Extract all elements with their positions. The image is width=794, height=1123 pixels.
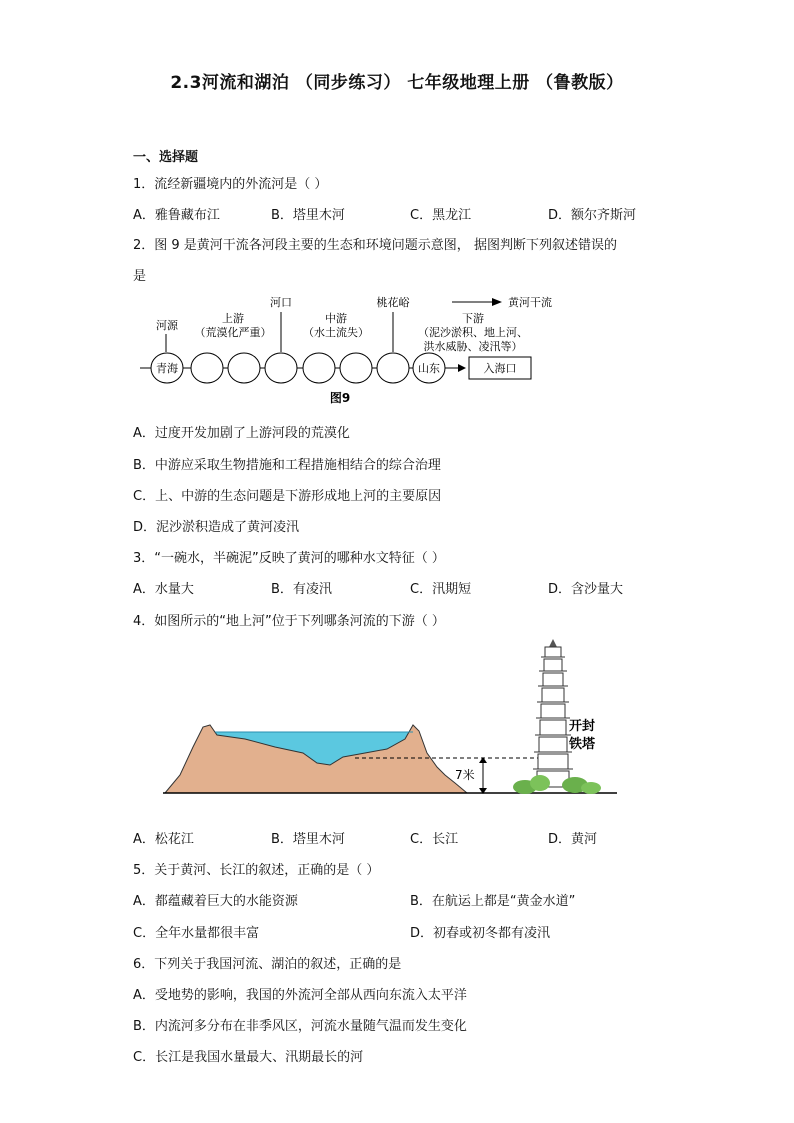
q4-option-b[interactable]: B．塔里木河 bbox=[271, 832, 345, 847]
q6-option-a[interactable]: A．受地势的影响，我国的外流河全部从西向东流入太平洋 bbox=[133, 988, 467, 1003]
upper-note: （荒漠化严重） bbox=[194, 326, 272, 339]
question-2-stem: 2．图 9 是黄河干流各河段主要的生态和环境问题示意图， 据图判断下列叙述错误的 bbox=[133, 238, 617, 253]
middle-title: 中游 bbox=[325, 312, 347, 325]
tower-label-2: 铁塔 bbox=[569, 737, 596, 752]
sea-mouth-label: 入海口 bbox=[483, 362, 517, 375]
lower-note-2: 洪水威胁、凌汛等） bbox=[423, 340, 523, 353]
section-heading: 一、选择题 bbox=[133, 150, 199, 165]
upper-title: 上游 bbox=[222, 312, 244, 325]
pagoda-icon bbox=[533, 639, 573, 787]
question-4-stem: 4．如图所示的“地上河”位于下列哪条河流的下游（ ） bbox=[133, 614, 445, 629]
q4-option-d[interactable]: D．黄河 bbox=[548, 832, 598, 847]
question-5-stem: 5．关于黄河、长江的叙述，正确的是（ ） bbox=[133, 863, 380, 878]
q5-option-b[interactable]: B．在航运上都是“黄金水道” bbox=[410, 894, 576, 909]
q3-option-a[interactable]: A．水量大 bbox=[133, 582, 194, 597]
question-2-stem-cont: 是 bbox=[133, 269, 147, 284]
q3-option-b[interactable]: B．有凌汛 bbox=[271, 582, 332, 597]
q5-option-d[interactable]: D．初春或初冬都有凌汛 bbox=[410, 926, 551, 941]
q1-option-a[interactable]: A．雅鲁藏布江 bbox=[133, 208, 220, 223]
q1-option-b[interactable]: B．塔里木河 bbox=[271, 208, 345, 223]
q3-option-d[interactable]: D．含沙量大 bbox=[548, 582, 624, 597]
legend-label: 黄河干流 bbox=[508, 296, 552, 309]
q2-option-d[interactable]: D．泥沙淤积造成了黄河凌汛 bbox=[133, 520, 300, 535]
q4-option-c[interactable]: C．长江 bbox=[410, 832, 459, 847]
q5-option-a[interactable]: A．都蕴藏着巨大的水能资源 bbox=[133, 894, 298, 909]
lower-note-1: （泥沙淤积、地上河、 bbox=[418, 326, 528, 339]
q4-option-a[interactable]: A．松花江 bbox=[133, 832, 194, 847]
q5-option-c[interactable]: C．全年水量都很丰富 bbox=[133, 926, 260, 941]
q1-option-c[interactable]: C．黑龙江 bbox=[410, 208, 472, 223]
shandong-label: 山东 bbox=[418, 362, 440, 375]
above-ground-river-diagram bbox=[155, 635, 625, 800]
middle-note: （水土流失） bbox=[303, 326, 369, 339]
q2-option-b[interactable]: B．中游应采取生物措施和工程措施相结合的综合治理 bbox=[133, 458, 441, 473]
q3-option-c[interactable]: C．汛期短 bbox=[410, 582, 472, 597]
question-1-stem: 1．流经新疆境内的外流河是（ ） bbox=[133, 177, 328, 192]
taohuayu-label: 桃花峪 bbox=[376, 296, 410, 309]
lower-title: 下游 bbox=[462, 312, 484, 325]
yellow-river-diagram bbox=[130, 290, 570, 410]
q2-option-a[interactable]: A．过度开发加剧了上游河段的荒漠化 bbox=[133, 426, 350, 441]
height-label: 7米 bbox=[455, 768, 475, 782]
question-6-stem: 6．下列关于我国河流、湖泊的叙述，正确的是 bbox=[133, 957, 402, 972]
hekou-label: 河口 bbox=[270, 296, 292, 309]
page-title: 2.3河流和湖泊 （同步练习） 七年级地理上册 （鲁教版） bbox=[170, 73, 624, 93]
tower-label-1: 开封 bbox=[569, 719, 596, 734]
q2-option-c[interactable]: C．上、中游的生态问题是下游形成地上河的主要原因 bbox=[133, 489, 442, 504]
q1-option-d[interactable]: D．额尔齐斯河 bbox=[548, 208, 637, 223]
source-label: 河源 bbox=[156, 319, 178, 332]
qinghai-label: 青海 bbox=[156, 362, 178, 375]
figure-caption: 图9 bbox=[329, 391, 351, 405]
q6-option-c[interactable]: C．长江是我国水量最大、汛期最长的河 bbox=[133, 1050, 364, 1065]
q6-option-b[interactable]: B．内流河多分布在非季风区，河流水量随气温而发生变化 bbox=[133, 1019, 467, 1034]
question-3-stem: 3．“一碗水，半碗泥”反映了黄河的哪种水文特征（ ） bbox=[133, 551, 445, 566]
